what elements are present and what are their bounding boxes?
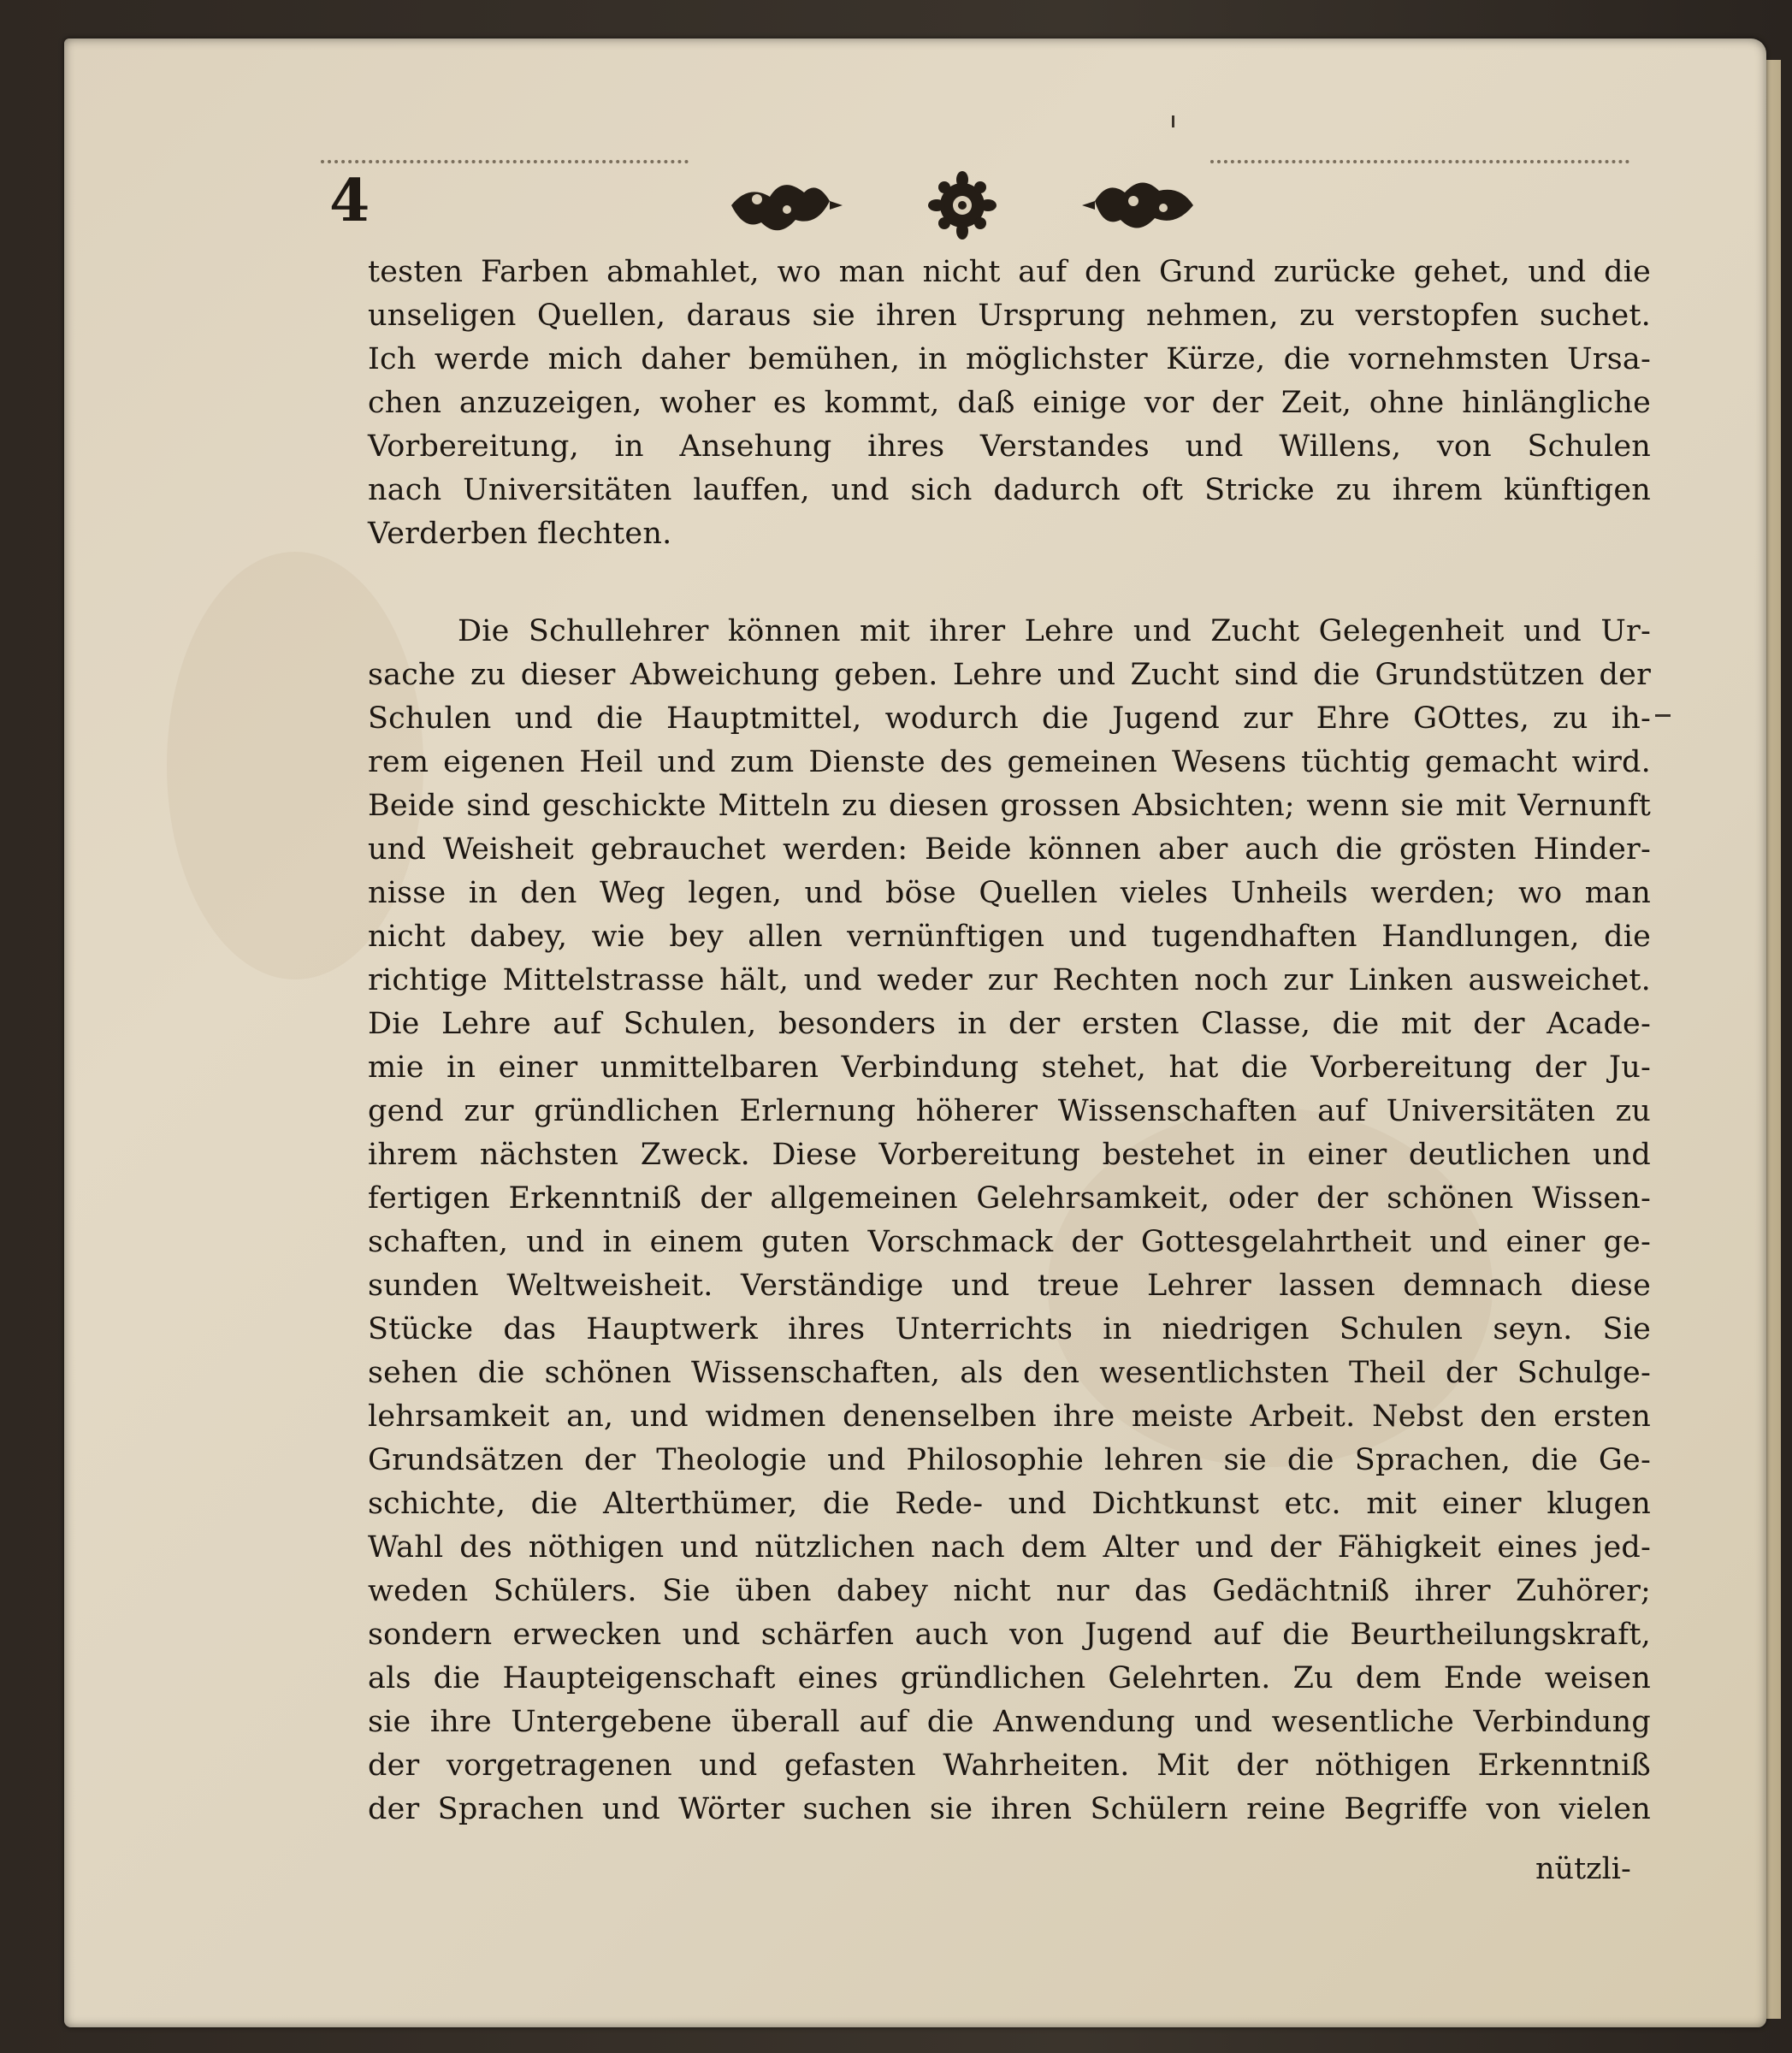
text-line: sunden Weltweisheit. Verständige und treue Lehrer lassen demnach diese <box>368 1269 1651 1303</box>
text-line: richtige Mittelstrasse hält, und weder zur Rechten noch zur Linken ausweichet. <box>368 963 1651 997</box>
text-line: sache zu dieser Abweichung geben. Lehre und Zucht sind die Grundstützen der <box>368 658 1651 692</box>
margin-mark <box>1655 714 1671 717</box>
text-line: Verderben flechten. <box>368 517 672 551</box>
text-line: sehen die schönen Wissenschaften, als den wesentlichsten Theil der Schulge- <box>368 1356 1651 1390</box>
text-line: unseligen Quellen, daraus sie ihren Ursprung nehmen, zu verstopfen suchet. <box>368 299 1651 333</box>
headpiece-ornament-icon <box>723 167 1202 244</box>
header-dotted-rule <box>321 160 689 169</box>
text-line: Schulen und die Hauptmittel, wodurch die Jugend zur Ehre GOttes, zu ih- <box>368 701 1651 736</box>
text-line: sondern erwecken und schärfen auch von Jugend auf die Beurtheilungskraft, <box>368 1618 1651 1652</box>
text-line: und Weisheit gebrauchet werden: Beide können aber auch die grösten Hinder- <box>368 832 1651 867</box>
text-line: Die Schullehrer können mit ihrer Lehre und Zucht Gelegenheit und Ur- <box>458 614 1651 648</box>
text-line: Vorbereitung, in Ansehung ihres Verstandes und Willens, von Schulen <box>368 429 1651 464</box>
text-line: Beide sind geschickte Mitteln zu diesen grossen Absichten; wenn sie mit Vernunft <box>368 789 1651 823</box>
header-dotted-rule <box>1210 160 1629 169</box>
text-line: nach Universitäten lauffen, und sich dadurch oft Stricke zu ihrem künftigen <box>368 473 1651 507</box>
book-page <box>64 38 1766 2027</box>
text-line: schichte, die Alterthümer, die Rede- und Dichtkunst etc. mit einer klugen <box>368 1487 1651 1521</box>
text-line: der vorgetragenen und gefasten Wahrheiten. Mit der nöthigen Erkenntniß <box>368 1748 1651 1783</box>
text-line: chen anzuzeigen, woher es kommt, daß einige vor der Zeit, ohne hinlängliche <box>368 386 1651 420</box>
paragraph-1 <box>368 251 1651 556</box>
page-number: 4 <box>329 167 370 235</box>
text-line: mie in einer unmittelbaren Verbindung stehet, hat die Vorbereitung der Ju- <box>368 1050 1651 1085</box>
text-line: rem eigenen Heil und zum Dienste des gemeinen Wesens tüchtig gemacht wird. <box>368 745 1651 779</box>
text-line: gend zur gründlichen Erlernung höherer Wissenschaften auf Universitäten zu <box>368 1094 1651 1128</box>
paragraph-2 <box>368 610 1651 1831</box>
text-line: Stücke das Hauptwerk ihres Unterrichts in niedrigen Schulen seyn. Sie <box>368 1312 1651 1346</box>
text-line: Grundsätzen der Theologie und Philosophie lehren sie die Sprachen, die Ge- <box>368 1443 1651 1477</box>
text-line: lehrsamkeit an, und widmen denenselben ihre meiste Arbeit. Nebst den ersten <box>368 1399 1651 1434</box>
text-line: Ich werde mich daher bemühen, in möglichster Kürze, die vornehmsten Ursa- <box>368 342 1651 376</box>
margin-mark <box>1172 115 1174 127</box>
text-line: als die Haupteigenschaft eines gründlichen Gelehrten. Zu dem Ende weisen <box>368 1661 1651 1695</box>
text-line: schaften, und in einem guten Vorschmack der Gottesgelahrtheit und einer ge- <box>368 1225 1651 1259</box>
text-line: fertigen Erkenntniß der allgemeinen Gelehrsamkeit, oder der schönen Wissen- <box>368 1181 1651 1216</box>
text-line: Die Lehre auf Schulen, besonders in der ersten Classe, die mit der Acade- <box>368 1007 1651 1041</box>
text-line: nicht dabey, wie bey allen vernünftigen und tugendhaften Handlungen, die <box>368 920 1651 954</box>
text-line: ihrem nächsten Zweck. Diese Vorbereitung bestehet in einer deutlichen und <box>368 1138 1651 1172</box>
text-line: Wahl des nöthigen und nützlichen nach dem Alter und der Fähigkeit eines jed- <box>368 1530 1651 1565</box>
text-line: weden Schülers. Sie üben dabey nicht nur das Gedächtniß ihrer Zuhörer; <box>368 1574 1651 1608</box>
text-line: der Sprachen und Wörter suchen sie ihren Schülern reine Begriffe von vielen <box>368 1792 1651 1826</box>
text-line: sie ihre Untergebene überall auf die Anwendung und wesentliche Verbindung <box>368 1705 1651 1739</box>
text-line: testen Farben abmahlet, wo man nicht auf den Grund zurücke gehet, und die <box>368 255 1651 289</box>
text-line: nisse in den Weg legen, und böse Quellen vieles Unheils werden; wo man <box>368 876 1651 910</box>
catchword: nützli- <box>1535 1852 1631 1886</box>
